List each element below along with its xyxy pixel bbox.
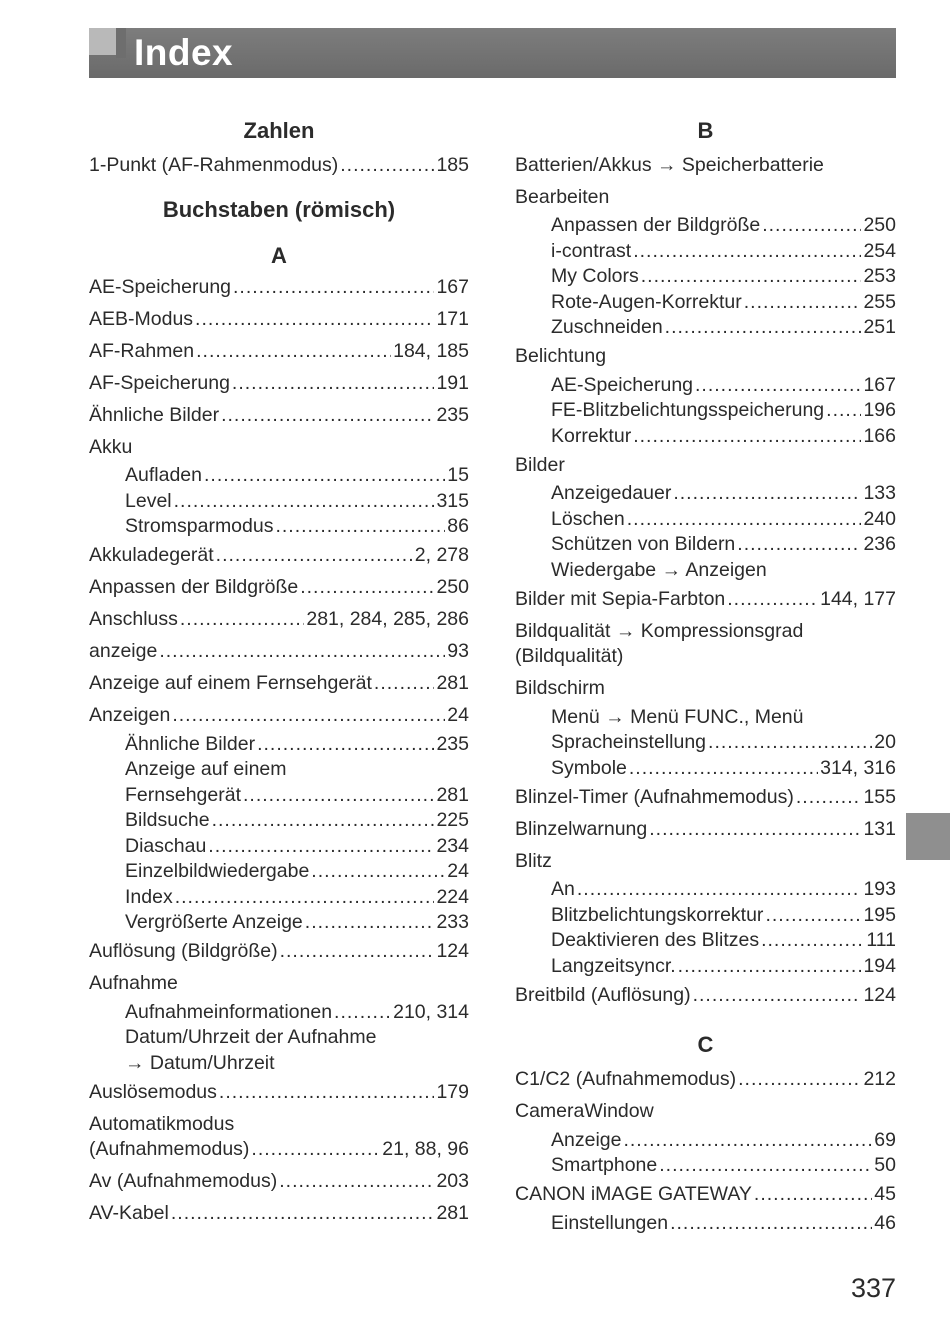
index-subentry: Spracheinstellung ..... 20 [515,730,896,756]
index-subentry: FE-Blitzbelichtungsspeicherung ..... 196 [515,398,896,424]
index-subentry: AE-Speicherung ..... 167 [515,373,896,399]
index-entry: Aufnahme [89,972,178,994]
index-entry: C1/C2 (Aufnahmemodus) ..... 212 [515,1067,896,1093]
index-subentry: Aufladen ..... 15 [89,463,469,489]
index-entry: Av (Aufnahmemodus) ..... 203 [89,1169,469,1195]
index-entry: CameraWindow [515,1100,654,1122]
index-entry-crossref: Bildqualität → Kompressionsgrad [515,619,804,642]
index-subentry: Löschen ..... 240 [515,507,896,533]
index-subentry: Bildsuche ..... 225 [89,808,469,834]
index-entry: Blitz [515,849,552,872]
index-entry: (Aufnahmemodus) ..... 21, 88, 96 [89,1137,469,1163]
index-entry: Bildschirm [515,677,605,699]
index-column-right [515,112,896,1236]
index-entry: Blinzel-Timer (Aufnahmemodus) ..... 155 [515,785,896,811]
section-heading-c: C [697,1032,714,1057]
index-entry: Belichtung [515,345,607,367]
index-subentry: Ähnliche Bilder ..... 235 [89,732,469,758]
index-subentry: Aufnahmeinformationen ..... 210, 314 [89,1000,469,1026]
title-notch-decoration [116,28,126,58]
index-entry: AF-Rahmen ..... 184, 185 [89,339,469,365]
index-entry: Ähnliche Bilder ..... 235 [89,403,469,429]
index-entry: AEB-Modus ..... 171 [89,307,469,333]
side-thumb-tab [906,813,950,860]
index-subentry: Diaschau ..... 234 [89,834,469,860]
index-entry-crossref: Batterien/Akkus → Speicherbatterie [515,154,824,176]
index-entry: Auflösung (Bildgröße) ..... 124 [89,939,469,965]
page-title: Index [134,32,234,73]
index-subentry: Deaktivieren des Blitzes ..... 111 [515,928,896,954]
section-heading-a: A [271,242,287,268]
index-entry: Blinzelwarnung ..... 131 [515,817,896,843]
index-entry: AV-Kabel ..... 281 [89,1201,469,1227]
index-subentry: Blitzbelichtungskorrektur ..... 195 [515,903,896,929]
index-subentry: My Colors ..... 253 [515,264,896,290]
index-entry-crossref: (Bildqualität) [515,645,624,667]
index-entry: Anschluss ..... 281, 284, 285, 286 [89,607,469,633]
index-entry: Auslösemodus ..... 179 [89,1080,469,1106]
index-entry: Bearbeiten [515,185,610,208]
index-entry: CANON iMAGE GATEWAY ..... 45 [515,1182,896,1208]
index-entry: AE-Speicherung ..... 167 [89,275,469,301]
index-subentry: Schützen von Bildern ..... 236 [515,532,896,558]
index-entry: Breitbild (Auflösung) ..... 124 [515,983,896,1009]
index-subentry: Stromsparmodus ..... 86 [89,514,469,540]
index-entry: Automatikmodus [89,1112,235,1135]
section-heading-roman: Buchstaben (römisch) [162,196,396,222]
index-subentry: Anzeige auf einem [125,758,287,780]
index-entry: Akku [89,435,133,458]
index-subentry: Einstellungen ..... 46 [515,1211,896,1237]
page-number: 337 [850,1273,896,1303]
index-subentry: Anzeigedauer ..... 133 [515,481,896,507]
index-subentry: Smartphone ..... 50 [515,1153,896,1179]
index-entry: Anzeige auf einem Fernsehgerät ..... 281 [89,671,469,697]
index-subentry: Index ..... 224 [89,885,469,911]
index-entry: Anzeigen ..... 24 [89,703,469,729]
index-subentry: Vergrößerte Anzeige ..... 233 [89,910,469,936]
index-entry: AF-Speicherung ..... 191 [89,371,469,397]
index-subentry: Rote-Augen-Korrektur ..... 255 [515,290,896,316]
index-subentry: Anpassen der Bildgröße ..... 250 [515,213,896,239]
index-subentry: Fernsehgerät ..... 281 [89,783,469,809]
index-entry: Bilder [515,453,565,476]
index-subentry: Level ..... 315 [89,489,469,515]
index-entry: 1-Punkt (AF-Rahmenmodus) ..... 185 [89,153,469,179]
index-subentry: Zuschneiden ..... 251 [515,315,896,341]
index-subentry: Anzeige ..... 69 [515,1128,896,1154]
index-subentry: Korrektur ..... 166 [515,424,896,450]
index-subentry: Datum/Uhrzeit der Aufnahme [125,1026,377,1048]
index-subentry: An ..... 193 [515,877,896,903]
index-entry: anzeige ..... 93 [89,639,469,665]
index-entry: Anpassen der Bildgröße ..... 250 [89,575,469,601]
section-heading-zahlen: Zahlen [243,118,315,143]
index-subentry: Langzeitsyncr. ..... 194 [515,954,896,980]
index-subentry-crossref: → Datum/Uhrzeit [125,1051,275,1074]
index-subentry: Einzelbildwiedergabe ..... 24 [89,859,469,885]
index-subentry: i-contrast ..... 254 [515,239,896,265]
section-heading-b: B [697,118,714,143]
index-subentry: Symbole ..... 314, 316 [515,756,896,782]
index-subentry-crossref: Wiedergabe → Anzeigen [551,558,767,581]
index-entry: Bilder mit Sepia-Farbton ..... 144, 177 [515,587,896,613]
index-subentry-crossref: Menü → Menü FUNC., Menü [551,705,804,728]
index-entry: Akkuladegerät ..... 2, 278 [89,543,469,569]
index-column-left [89,112,469,1227]
